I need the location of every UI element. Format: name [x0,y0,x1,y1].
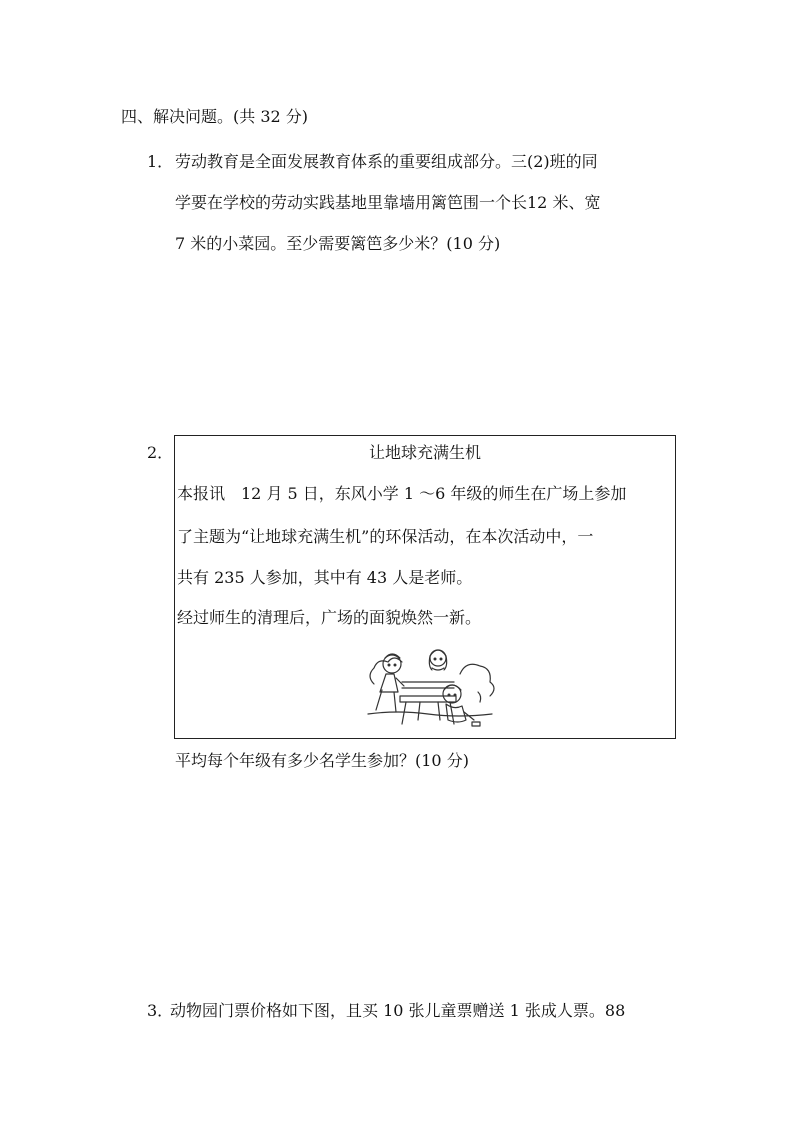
news-article-title: 让地球充满生机 [368,443,481,462]
question-1-line-3: 7 米的小菜园。至少需要篱笆多少米？(10 分) [175,234,501,253]
question-1-line-2: 学要在学校的劳动实践基地里靠墙用篱笆围一个长12 米、宽 [175,193,601,212]
question-1-number: 1． [147,152,174,171]
question-1-line-1: 劳动教育是全面发展教育体系的重要组成部分。三(2)班的同 [175,152,598,171]
question-2-number: 2． [147,443,174,462]
news-article-line-1: 本报讯 12 月 5 日，东风小学 1 ～6 年级的师生在广场上参加 [177,484,627,503]
children-cleaning-bench-illustration [360,644,500,736]
question-3-text: 动物园门票价格如下图，且买 10 张儿童票赠送 1 张成人票。88 [170,1001,626,1020]
question-2-text: 平均每个年级有多少名学生参加？(10 分) [175,751,469,770]
news-article-line-3: 共有 235 人参加，其中有 43 人是老师。 [177,568,473,587]
news-article-line-2: 了主题为“让地球充满生机”的环保活动，在本次活动中，一 [177,527,594,546]
question-3-number: 3． [147,1001,174,1020]
news-article-line-4: 经过师生的清理后，广场的面貌焕然一新。 [177,608,482,627]
news-article-box [174,435,676,739]
section-heading: 四、解决问题。(共 32 分) [121,107,309,126]
